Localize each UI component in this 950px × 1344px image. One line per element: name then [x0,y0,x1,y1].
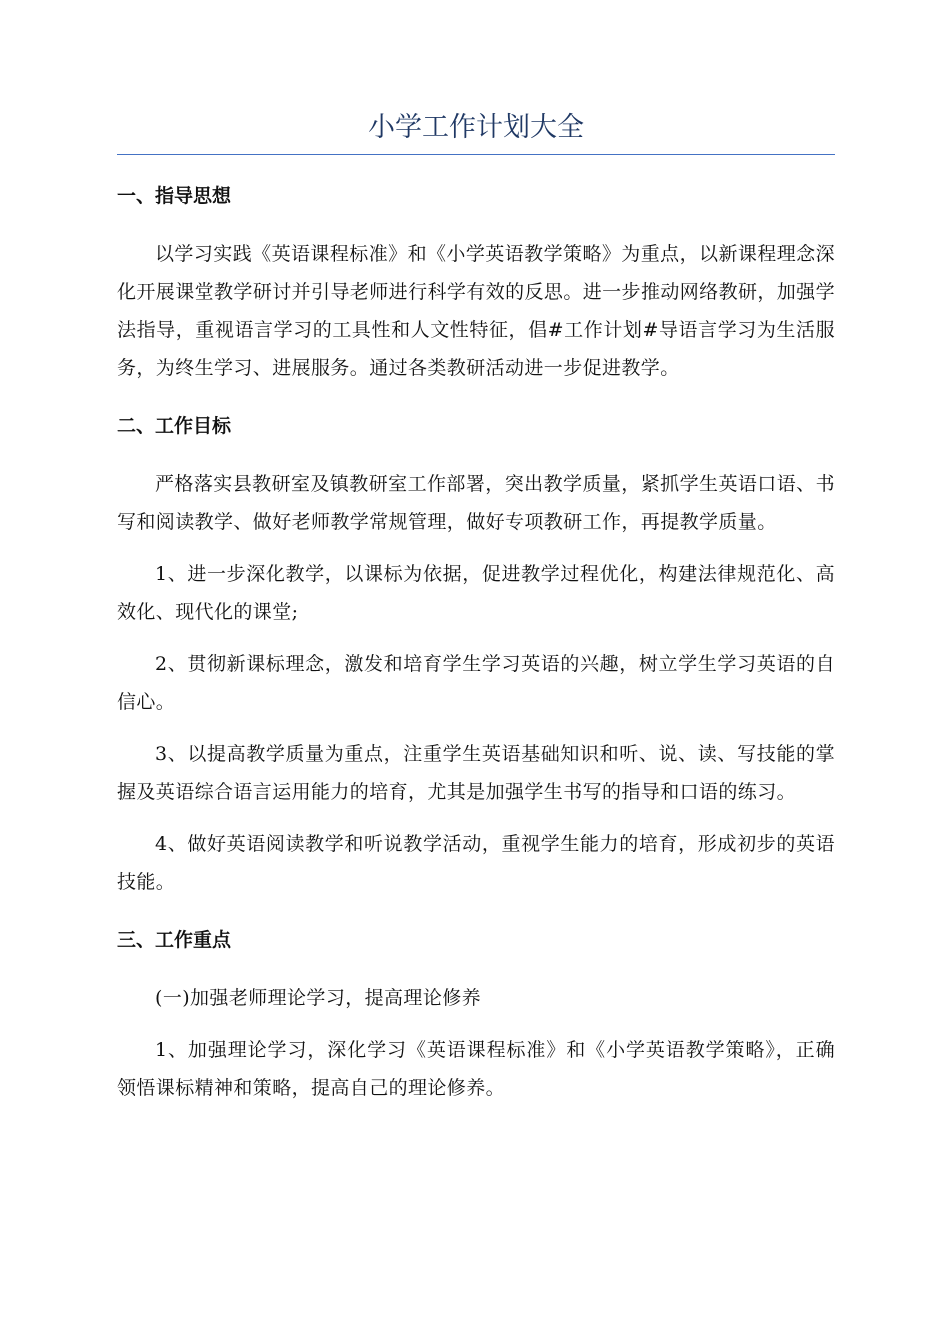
section-heading-work-goals: 二、工作目标 [117,415,232,437]
paragraph-goal-4: 4、做好英语阅读教学和听说教学活动，重视学生能力的培育，形成初步的英语技能。 [117,833,835,893]
paragraph-focus-1: 1、加强理论学习，深化学习《英语课程标准》和《小学英语教学策略》，正确领悟课标精神和策略，提高自己的理论修养。 [117,1039,835,1099]
document-title: 小学工作计划大全 [117,108,835,155]
paragraph-goal-2: 2、贯彻新课标理念，激发和培育学生学习英语的兴趣，树立学生学习英语的自信心。 [117,653,835,713]
section-heading-guiding-ideology: 一、指导思想 [117,185,232,207]
paragraph-focus-subheading: (一)加强老师理论学习，提高理论修养 [155,987,482,1009]
section-heading-work-focus: 三、工作重点 [117,929,232,951]
paragraph-goal-1: 1、进一步深化教学，以课标为依据，促进教学过程优化，构建法律规范化、高效化、现代化的课堂; [117,563,835,623]
paragraph-work-goals-intro: 严格落实县教研室及镇教研室工作部署，突出教学质量，紧抓学生英语口语、书写和阅读教学、做好老师教学常规管理，做好专项教研工作，再提教学质量。 [117,473,835,533]
paragraph-goal-3: 3、以提高教学质量为重点，注重学生英语基础知识和听、说、读、写技能的掌握及英语综合语言运用能力的培育，尤其是加强学生书写的指导和口语的练习。 [117,743,835,803]
paragraph-guiding-ideology: 以学习实践《英语课程标准》和《小学英语教学策略》为重点，以新课程理念深化开展课堂教学研讨并引导老师进行科学有效的反思。进一步推动网络教研，加强学法指导，重视语言学习的工具性和人文性特征，倡#工作计划#导语言学习为生活服务，为终生学习、进展服务。通过各类教研活动进一步促进教学。 [117,243,835,379]
